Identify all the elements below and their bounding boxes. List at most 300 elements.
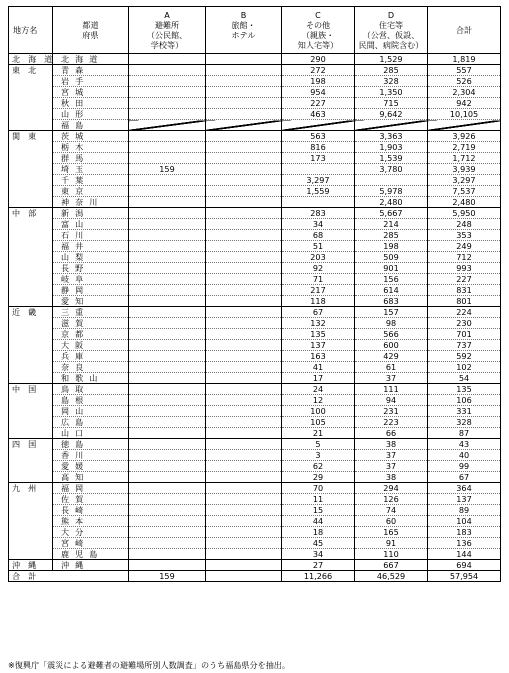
value-cell-a: [129, 219, 206, 230]
value-cell-a: [129, 131, 206, 142]
value-cell-a: [129, 252, 206, 263]
value-cell-b: [206, 406, 282, 417]
value-cell-d: 37: [355, 461, 428, 472]
region-cell: 九州: [9, 483, 53, 560]
value-cell-t: 89: [428, 505, 501, 516]
table-row: [9, 296, 501, 307]
value-cell-t: [428, 120, 501, 131]
value-cell-t: 102: [428, 362, 501, 373]
value-cell-c: 44: [282, 516, 355, 527]
table-row: [9, 263, 501, 274]
value-cell-d: 3,363: [355, 131, 428, 142]
value-cell-c: 27: [282, 560, 355, 571]
value-cell-b: [206, 439, 282, 450]
prefecture-cell: 茨城: [53, 131, 129, 142]
table-row: [9, 406, 501, 417]
value-cell-t: 831: [428, 285, 501, 296]
value-cell-b: [206, 252, 282, 263]
table-row: [9, 98, 501, 109]
prefecture-cell: 佐賀: [53, 494, 129, 505]
value-cell-c: 68: [282, 230, 355, 241]
value-cell-a: [129, 274, 206, 285]
value-cell-t: 993: [428, 263, 501, 274]
value-cell-t: 3,926: [428, 131, 501, 142]
value-cell-b: [206, 461, 282, 472]
prefecture-cell: 群馬: [53, 153, 129, 164]
value-cell-c: [282, 120, 355, 131]
value-cell-a: [129, 483, 206, 494]
value-cell-a: [129, 373, 206, 384]
region-cell: 北海道: [9, 54, 53, 65]
value-cell-c: 34: [282, 549, 355, 560]
header-total: 合計: [428, 7, 501, 54]
value-cell-b: [206, 109, 282, 120]
source-note: ※復興庁「震災による避難者の避難場所別人数調査」のうち福島県分を抽出。: [8, 660, 290, 670]
value-cell-b: [206, 538, 282, 549]
value-cell-c: 17: [282, 373, 355, 384]
header-region: 地方名: [9, 7, 53, 54]
table-row: [9, 428, 501, 439]
prefecture-cell: 大阪: [53, 340, 129, 351]
value-cell-d: 98: [355, 318, 428, 329]
prefecture-cell: 石川: [53, 230, 129, 241]
table-row: [9, 329, 501, 340]
value-cell-b: [206, 241, 282, 252]
value-cell-a: [129, 175, 206, 186]
prefecture-cell: 鳥取: [53, 384, 129, 395]
table-row: [9, 318, 501, 329]
value-cell-c: 118: [282, 296, 355, 307]
value-cell-b: [206, 65, 282, 76]
region-cell: 中国: [9, 384, 53, 439]
table-row: [9, 527, 501, 538]
prefecture-cell: 岡山: [53, 406, 129, 417]
value-cell-t: 3,297: [428, 175, 501, 186]
value-cell-c: [282, 197, 355, 208]
value-cell-d: 683: [355, 296, 428, 307]
value-cell-c: 272: [282, 65, 355, 76]
value-cell-d: 223: [355, 417, 428, 428]
value-cell-t: 701: [428, 329, 501, 340]
prefecture-cell: 兵庫: [53, 351, 129, 362]
value-cell-t: 942: [428, 98, 501, 109]
value-cell-d: [355, 175, 428, 186]
table-row: [9, 142, 501, 153]
prefecture-cell: 山形: [53, 109, 129, 120]
table-row: [9, 153, 501, 164]
value-cell-a: [129, 109, 206, 120]
region-cell: 沖縄: [9, 560, 53, 571]
prefecture-cell: 京都: [53, 329, 129, 340]
value-cell-c: 173: [282, 153, 355, 164]
table-row: [9, 450, 501, 461]
table-row: [9, 87, 501, 98]
value-cell-t: 67: [428, 472, 501, 483]
value-cell-t: 99: [428, 461, 501, 472]
prefecture-cell: 岐阜: [53, 274, 129, 285]
value-cell-b: [206, 76, 282, 87]
value-cell-a: [129, 329, 206, 340]
value-cell-t: 5,950: [428, 208, 501, 219]
value-cell-d: 285: [355, 65, 428, 76]
value-cell-c: 135: [282, 329, 355, 340]
value-cell-t: 1,819: [428, 54, 501, 65]
table-row: [9, 307, 501, 318]
value-cell-c: 15: [282, 505, 355, 516]
value-cell-b: [206, 274, 282, 285]
value-cell-c: 5: [282, 439, 355, 450]
value-cell-d: 1,539: [355, 153, 428, 164]
prefecture-cell: 滋賀: [53, 318, 129, 329]
evacuee-table-container: [8, 6, 500, 582]
value-cell-c: 163: [282, 351, 355, 362]
table-row: [9, 120, 501, 131]
value-cell-d: 37: [355, 373, 428, 384]
value-cell-d: 3,780: [355, 164, 428, 175]
value-cell-d: 91: [355, 538, 428, 549]
table-row: [9, 472, 501, 483]
value-cell-d: 111: [355, 384, 428, 395]
value-cell-b: [206, 395, 282, 406]
value-cell-a: [129, 318, 206, 329]
value-cell-d: 60: [355, 516, 428, 527]
value-cell-a: [129, 285, 206, 296]
value-cell-d: 94: [355, 395, 428, 406]
region-cell: 関東: [9, 131, 53, 208]
value-cell-a: [129, 296, 206, 307]
value-cell-a: [129, 142, 206, 153]
value-cell-d: 38: [355, 439, 428, 450]
value-cell-a: [129, 505, 206, 516]
table-row: [9, 549, 501, 560]
value-cell-a: [129, 120, 206, 131]
value-cell-b: [206, 384, 282, 395]
value-cell-c: 227: [282, 98, 355, 109]
region-cell: 近畿: [9, 307, 53, 384]
region-cell: 中部: [9, 208, 53, 307]
value-cell-a: [129, 362, 206, 373]
value-cell-d: 157: [355, 307, 428, 318]
value-cell-c: 290: [282, 54, 355, 65]
value-cell-t: 712: [428, 252, 501, 263]
value-cell-t: 737: [428, 340, 501, 351]
total-col-d: 46,529: [355, 571, 428, 582]
value-cell-t: 230: [428, 318, 501, 329]
prefecture-cell: 大分: [53, 527, 129, 538]
value-cell-b: [206, 285, 282, 296]
value-cell-t: 227: [428, 274, 501, 285]
value-cell-a: [129, 428, 206, 439]
value-cell-a: [129, 87, 206, 98]
value-cell-c: 563: [282, 131, 355, 142]
value-cell-b: [206, 450, 282, 461]
prefecture-cell: 宮崎: [53, 538, 129, 549]
value-cell-b: [206, 472, 282, 483]
value-cell-c: 3: [282, 450, 355, 461]
table-row: [9, 208, 501, 219]
value-cell-c: 217: [282, 285, 355, 296]
value-cell-b: [206, 142, 282, 153]
table-row: [9, 516, 501, 527]
prefecture-cell: 神奈川: [53, 197, 129, 208]
prefecture-cell: 埼玉: [53, 164, 129, 175]
value-cell-d: 294: [355, 483, 428, 494]
value-cell-c: 67: [282, 307, 355, 318]
prefecture-cell: 高知: [53, 472, 129, 483]
value-cell-b: [206, 340, 282, 351]
value-cell-d: 66: [355, 428, 428, 439]
prefecture-cell: 福岡: [53, 483, 129, 494]
value-cell-b: [206, 263, 282, 274]
value-cell-c: 132: [282, 318, 355, 329]
table-row: [9, 560, 501, 571]
table-body: [9, 54, 501, 571]
prefecture-cell: 徳島: [53, 439, 129, 450]
value-cell-d: 1,529: [355, 54, 428, 65]
value-cell-d: 74: [355, 505, 428, 516]
value-cell-b: [206, 329, 282, 340]
table-row: [9, 417, 501, 428]
value-cell-t: 364: [428, 483, 501, 494]
header-col-b: B 旅館・ ホテル: [206, 7, 282, 54]
prefecture-cell: 岩手: [53, 76, 129, 87]
table-row: [9, 219, 501, 230]
value-cell-b: [206, 153, 282, 164]
value-cell-a: [129, 186, 206, 197]
value-cell-t: 136: [428, 538, 501, 549]
prefecture-cell: 島根: [53, 395, 129, 406]
table-row: [9, 505, 501, 516]
table-row: [9, 461, 501, 472]
value-cell-b: [206, 527, 282, 538]
prefecture-cell: 富山: [53, 219, 129, 230]
value-cell-b: [206, 560, 282, 571]
value-cell-d: 429: [355, 351, 428, 362]
value-cell-b: [206, 54, 282, 65]
value-cell-t: 1,712: [428, 153, 501, 164]
value-cell-t: 135: [428, 384, 501, 395]
value-cell-d: 38: [355, 472, 428, 483]
value-cell-b: [206, 373, 282, 384]
table-row: [9, 175, 501, 186]
table-row: [9, 65, 501, 76]
value-cell-t: 183: [428, 527, 501, 538]
table-row: [9, 439, 501, 450]
prefecture-cell: 秋田: [53, 98, 129, 109]
table-row: [9, 197, 501, 208]
total-col-b: [206, 571, 282, 582]
value-cell-d: 328: [355, 76, 428, 87]
value-cell-a: [129, 417, 206, 428]
prefecture-cell: 熊本: [53, 516, 129, 527]
value-cell-b: [206, 362, 282, 373]
value-cell-b: [206, 164, 282, 175]
value-cell-c: 45: [282, 538, 355, 549]
value-cell-b: [206, 307, 282, 318]
value-cell-d: [355, 120, 428, 131]
value-cell-d: 126: [355, 494, 428, 505]
value-cell-d: 198: [355, 241, 428, 252]
value-cell-d: 509: [355, 252, 428, 263]
table-row: [9, 340, 501, 351]
value-cell-a: [129, 549, 206, 560]
region-cell: 四国: [9, 439, 53, 483]
value-cell-t: 43: [428, 439, 501, 450]
value-cell-a: [129, 340, 206, 351]
value-cell-t: 137: [428, 494, 501, 505]
header-row: [9, 7, 501, 54]
value-cell-b: [206, 483, 282, 494]
value-cell-a: [129, 538, 206, 549]
table-row: [9, 109, 501, 120]
value-cell-c: 71: [282, 274, 355, 285]
table-row: [9, 483, 501, 494]
header-col-a: A 避難所 （公民館、 学校等）: [129, 7, 206, 54]
value-cell-a: [129, 406, 206, 417]
value-cell-t: 54: [428, 373, 501, 384]
value-cell-d: 165: [355, 527, 428, 538]
value-cell-a: [129, 395, 206, 406]
value-cell-b: [206, 351, 282, 362]
value-cell-c: 34: [282, 219, 355, 230]
prefecture-cell: 山口: [53, 428, 129, 439]
value-cell-a: [129, 54, 206, 65]
value-cell-a: [129, 76, 206, 87]
total-col-a: 159: [129, 571, 206, 582]
prefecture-cell: 長野: [53, 263, 129, 274]
table-row: [9, 395, 501, 406]
value-cell-c: 100: [282, 406, 355, 417]
value-cell-c: 51: [282, 241, 355, 252]
value-cell-t: 106: [428, 395, 501, 406]
header-col-d: D 住宅等 （公営、仮設、 民間、病院含む）: [355, 7, 428, 54]
value-cell-t: 3,939: [428, 164, 501, 175]
value-cell-a: [129, 560, 206, 571]
value-cell-t: 801: [428, 296, 501, 307]
value-cell-b: [206, 120, 282, 131]
table-row: [9, 131, 501, 142]
prefecture-cell: 栃木: [53, 142, 129, 153]
value-cell-t: 526: [428, 76, 501, 87]
prefecture-cell: 北海道: [53, 54, 129, 65]
table-row: [9, 362, 501, 373]
value-cell-b: [206, 98, 282, 109]
value-cell-d: 214: [355, 219, 428, 230]
value-cell-c: 816: [282, 142, 355, 153]
value-cell-t: 104: [428, 516, 501, 527]
value-cell-b: [206, 428, 282, 439]
total-grand: 57,954: [428, 571, 501, 582]
value-cell-d: 614: [355, 285, 428, 296]
value-cell-t: 87: [428, 428, 501, 439]
value-cell-d: 1,350: [355, 87, 428, 98]
value-cell-c: 11: [282, 494, 355, 505]
value-cell-a: [129, 197, 206, 208]
prefecture-cell: 和歌山: [53, 373, 129, 384]
header-col-c: C その他 （親族・ 知人宅等）: [282, 7, 355, 54]
value-cell-c: 92: [282, 263, 355, 274]
value-cell-a: [129, 230, 206, 241]
prefecture-cell: 千葉: [53, 175, 129, 186]
value-cell-a: [129, 527, 206, 538]
value-cell-d: 2,480: [355, 197, 428, 208]
value-cell-d: 231: [355, 406, 428, 417]
prefecture-cell: 奈良: [53, 362, 129, 373]
value-cell-d: 667: [355, 560, 428, 571]
value-cell-b: [206, 516, 282, 527]
evacuee-table: [8, 6, 501, 582]
total-label: 合計: [9, 571, 129, 582]
value-cell-d: 1,903: [355, 142, 428, 153]
table-row: [9, 252, 501, 263]
value-cell-d: 9,642: [355, 109, 428, 120]
value-cell-c: 21: [282, 428, 355, 439]
value-cell-c: 12: [282, 395, 355, 406]
value-cell-t: 592: [428, 351, 501, 362]
value-cell-a: [129, 65, 206, 76]
prefecture-cell: 沖縄: [53, 560, 129, 571]
table-row: [9, 384, 501, 395]
table-row: [9, 54, 501, 65]
value-cell-t: 331: [428, 406, 501, 417]
value-cell-a: [129, 384, 206, 395]
value-cell-b: [206, 175, 282, 186]
prefecture-cell: 長崎: [53, 505, 129, 516]
value-cell-c: 105: [282, 417, 355, 428]
value-cell-c: 3,297: [282, 175, 355, 186]
value-cell-c: 954: [282, 87, 355, 98]
table-row: [9, 274, 501, 285]
table-row: [9, 538, 501, 549]
value-cell-a: [129, 461, 206, 472]
prefecture-cell: 青森: [53, 65, 129, 76]
value-cell-a: [129, 98, 206, 109]
table-row: [9, 373, 501, 384]
value-cell-a: [129, 263, 206, 274]
prefecture-cell: 鹿児島: [53, 549, 129, 560]
value-cell-a: [129, 450, 206, 461]
value-cell-b: [206, 318, 282, 329]
value-cell-a: [129, 439, 206, 450]
prefecture-cell: 静岡: [53, 285, 129, 296]
value-cell-b: [206, 417, 282, 428]
value-cell-c: 198: [282, 76, 355, 87]
value-cell-d: 600: [355, 340, 428, 351]
value-cell-c: 70: [282, 483, 355, 494]
value-cell-b: [206, 219, 282, 230]
value-cell-d: 37: [355, 450, 428, 461]
table-row: [9, 230, 501, 241]
value-cell-c: [282, 164, 355, 175]
value-cell-c: 283: [282, 208, 355, 219]
value-cell-t: 10,105: [428, 109, 501, 120]
value-cell-c: 203: [282, 252, 355, 263]
value-cell-t: 2,719: [428, 142, 501, 153]
table-row: [9, 241, 501, 252]
prefecture-cell: 福井: [53, 241, 129, 252]
table-row: [9, 186, 501, 197]
table-row: [9, 351, 501, 362]
value-cell-b: [206, 87, 282, 98]
value-cell-t: 7,537: [428, 186, 501, 197]
prefecture-cell: 山梨: [53, 252, 129, 263]
value-cell-c: 18: [282, 527, 355, 538]
value-cell-t: 2,480: [428, 197, 501, 208]
value-cell-d: 566: [355, 329, 428, 340]
value-cell-d: 5,667: [355, 208, 428, 219]
table-row: [9, 164, 501, 175]
value-cell-t: 224: [428, 307, 501, 318]
